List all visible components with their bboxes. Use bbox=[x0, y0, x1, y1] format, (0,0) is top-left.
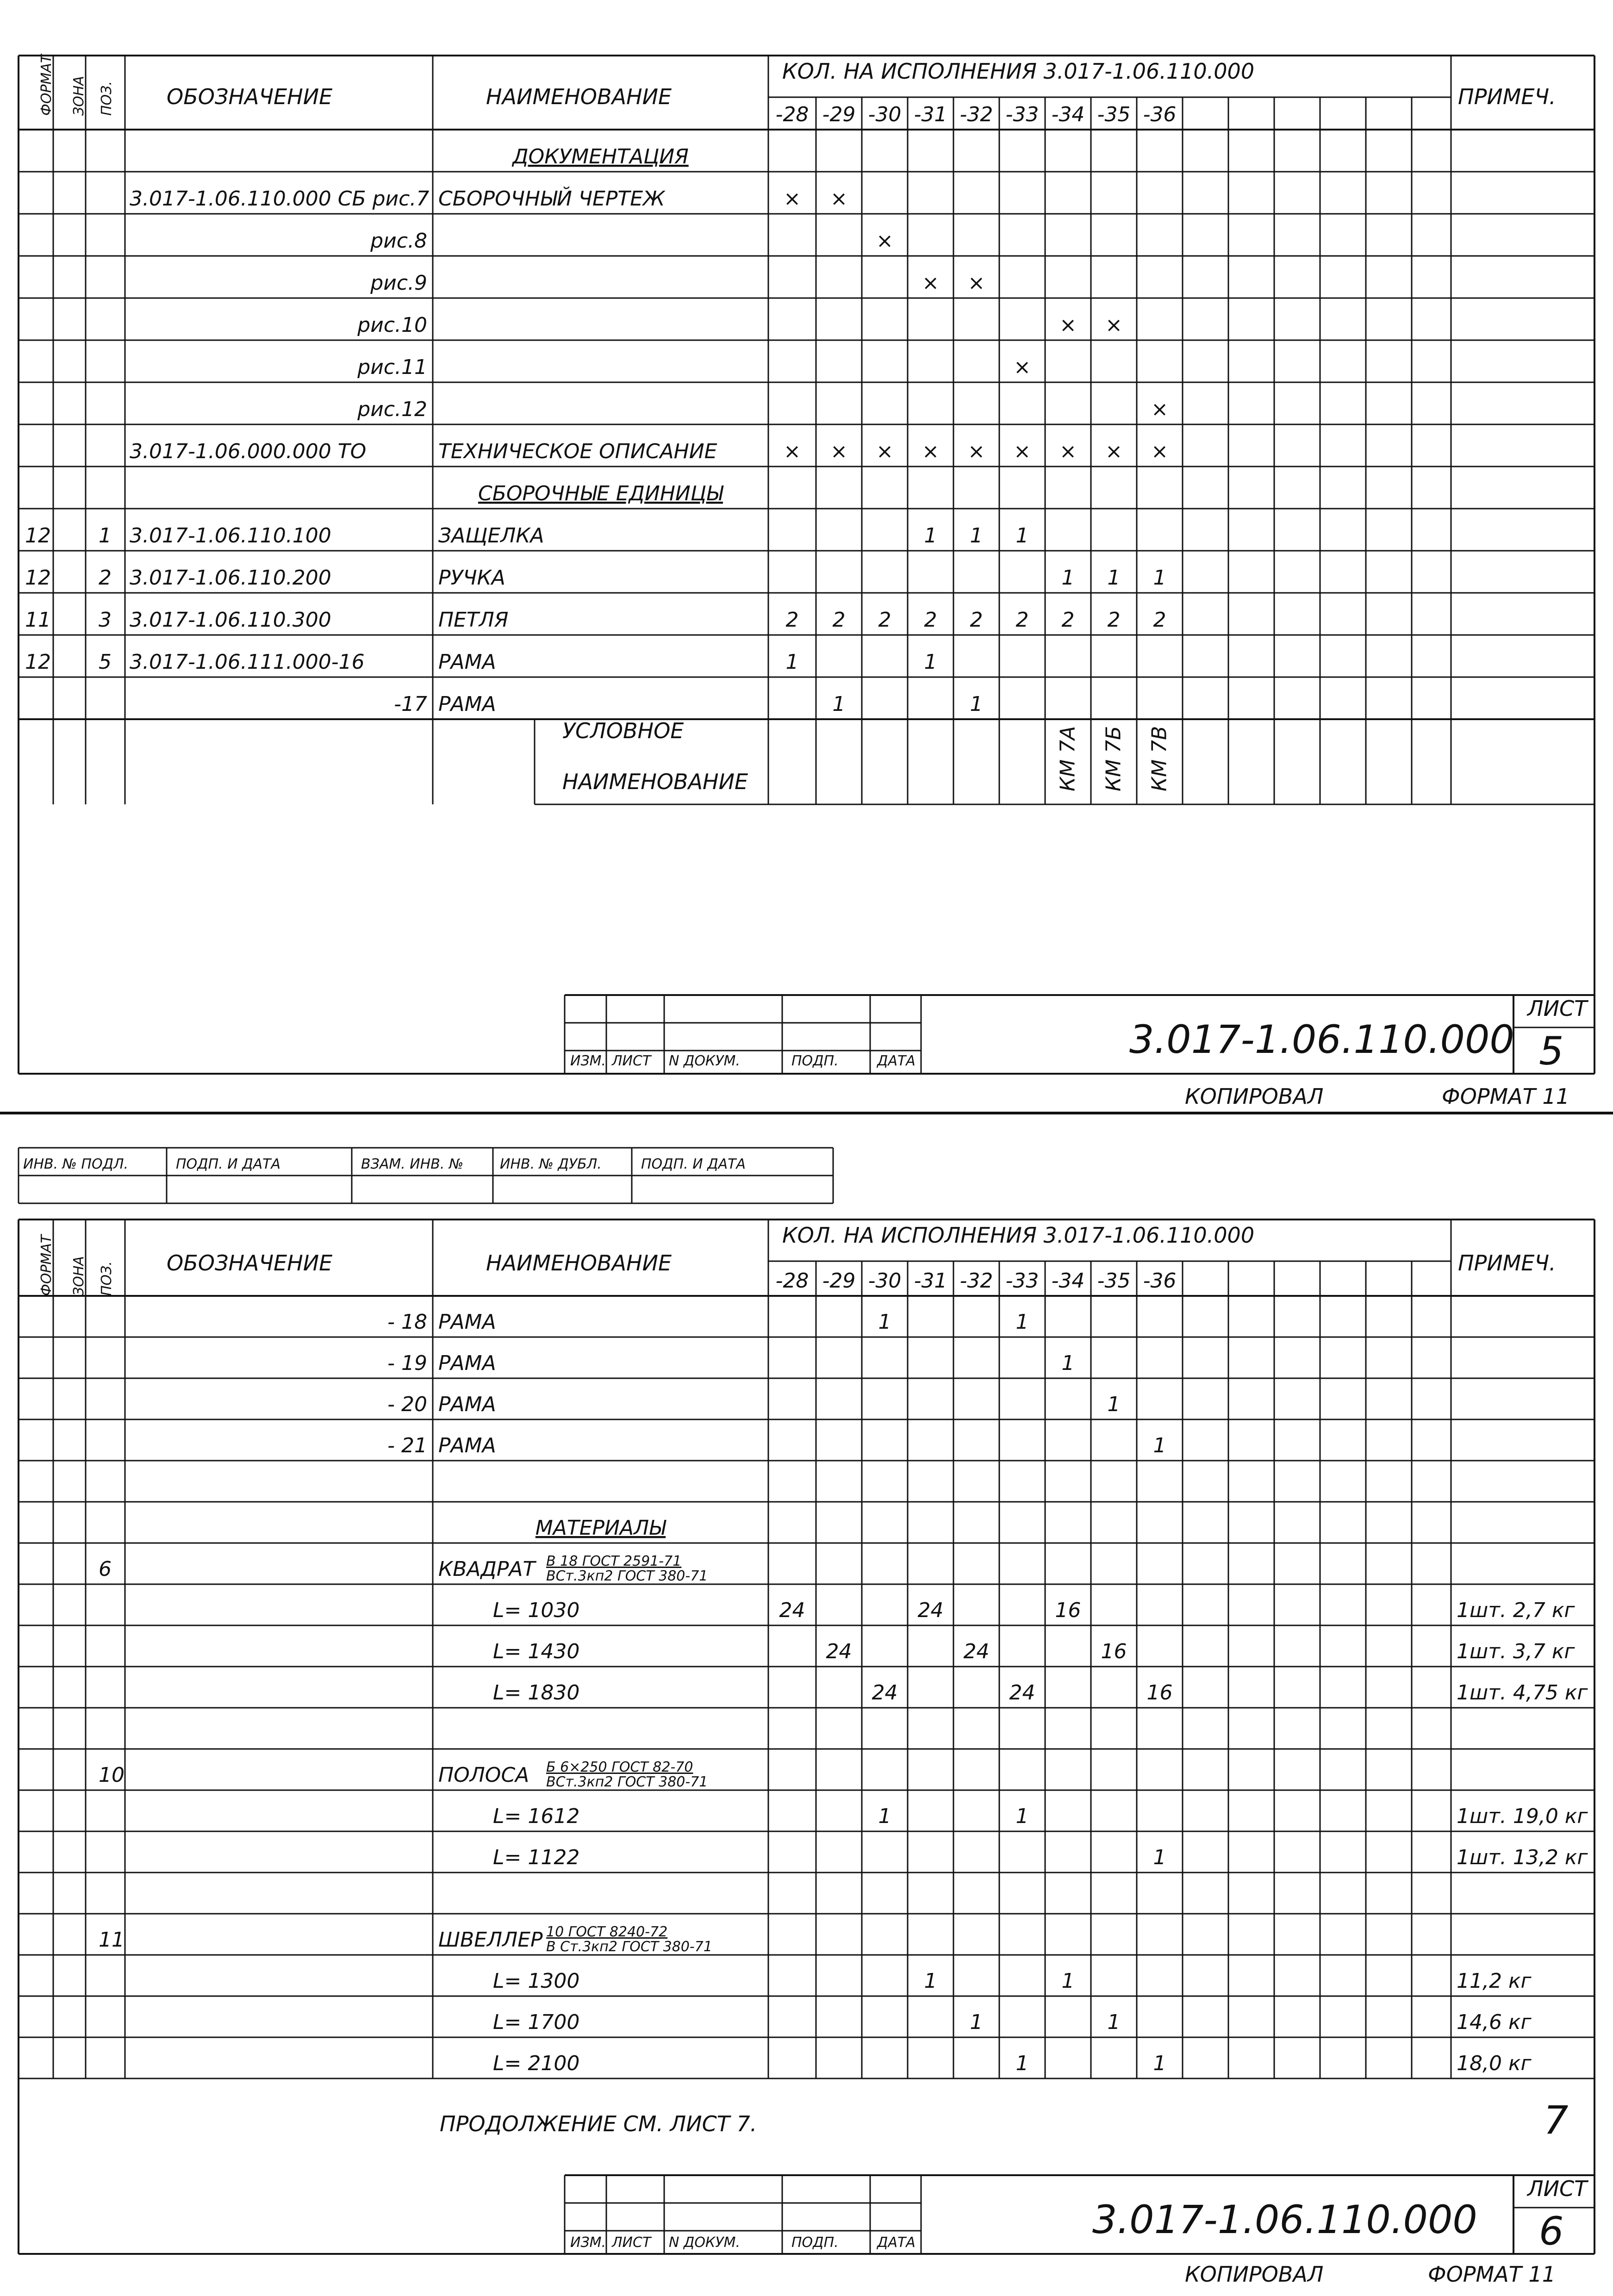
row-designation: рис.11 bbox=[357, 355, 427, 379]
row-designation: рис.10 bbox=[357, 313, 427, 337]
row-name: L= 1830 bbox=[493, 1681, 580, 1705]
row-name: РАМА bbox=[438, 1310, 496, 1334]
section-heading: ДОКУМЕНТАЦИЯ bbox=[512, 145, 689, 168]
material-spec-top: 10 ГОСТ 8240-72 bbox=[546, 1923, 668, 1940]
row-name: L= 1612 bbox=[493, 1804, 580, 1828]
material-spec-bottom: В Ст.3кп2 ГОСТ 380-71 bbox=[546, 1939, 712, 1955]
variant-label: -30 bbox=[868, 103, 902, 126]
qty-cell: 2 bbox=[1107, 608, 1121, 632]
copied-label-2: КОПИРОВАЛ bbox=[1185, 2262, 1324, 2287]
qty-cell: 1 bbox=[1107, 2010, 1121, 2034]
vzam-inv-label: ВЗАМ. ИНВ. № bbox=[361, 1156, 464, 1172]
qty-cell: × bbox=[830, 187, 847, 211]
row-name: РАМА bbox=[438, 650, 496, 674]
col-format-header-2: ФОРМАТ bbox=[38, 1234, 55, 1296]
qty-cell: × bbox=[784, 440, 801, 463]
row-designation: рис.9 bbox=[370, 271, 427, 295]
qty-cell: 16 bbox=[1055, 1599, 1081, 1622]
qty-cell: 2 bbox=[878, 608, 891, 632]
page-divider bbox=[0, 1112, 1613, 1114]
qty-cell: 1 bbox=[878, 1804, 891, 1828]
qty-cell: × bbox=[1014, 440, 1031, 463]
row-designation: 3.017-1.06.110.300 bbox=[130, 608, 331, 632]
stamp-podp: ПОДП. bbox=[791, 1053, 839, 1069]
sheet-number-2: 6 bbox=[1539, 2209, 1564, 2254]
qty-cell: 2 bbox=[924, 608, 937, 632]
variant-label: -34 bbox=[1051, 1269, 1085, 1293]
qty-cell: × bbox=[968, 271, 985, 295]
variant-label: -28 bbox=[775, 103, 809, 126]
row-designation: 3.017-1.06.110.000 СБ рис.7 bbox=[130, 187, 430, 211]
row-note: 1шт. 19,0 кг bbox=[1457, 1804, 1588, 1828]
col-pos-header: ПОЗ. bbox=[99, 81, 115, 116]
qty-cell: 2 bbox=[970, 608, 983, 632]
qty-cell: 1 bbox=[1061, 566, 1075, 590]
qty-cell: 1 bbox=[1153, 566, 1166, 590]
qty-cell: × bbox=[968, 440, 985, 463]
qty-cell: 1 bbox=[1015, 1310, 1029, 1334]
row-name: ПОЛОСА bbox=[438, 1763, 529, 1787]
qty-cell: × bbox=[922, 440, 939, 463]
row-name: L= 2100 bbox=[493, 2052, 580, 2075]
copied-label: КОПИРОВАЛ bbox=[1185, 1084, 1324, 1109]
qty-cell: 1 bbox=[1107, 566, 1121, 590]
row-designation: 3.017-1.06.000.000 ТО bbox=[130, 440, 367, 463]
qty-cell: 24 bbox=[826, 1640, 852, 1663]
qty-cell: 16 bbox=[1146, 1681, 1173, 1705]
sheet-number: 5 bbox=[1539, 1028, 1564, 1074]
qty-cell: × bbox=[1105, 440, 1122, 463]
row-designation: - 19 bbox=[387, 1351, 427, 1375]
row-name: ПЕТЛЯ bbox=[438, 608, 509, 632]
row-position: 11 bbox=[99, 1928, 125, 1952]
qty-cell: 1 bbox=[924, 524, 937, 548]
material-spec-top: Б 6×250 ГОСТ 82-70 bbox=[546, 1759, 693, 1775]
row-name: РУЧКА bbox=[438, 566, 505, 590]
row-name: L= 1300 bbox=[493, 1969, 580, 1993]
qty-cell: 1 bbox=[1153, 2052, 1166, 2075]
qty-cell: × bbox=[876, 440, 893, 463]
qty-cell: × bbox=[1151, 398, 1168, 421]
conditional-value: КМ 7А bbox=[1056, 726, 1080, 791]
row-name: РАМА bbox=[438, 692, 496, 716]
row-note: 1шт. 13,2 кг bbox=[1457, 1846, 1588, 1869]
spec-table-sheet-2 bbox=[0, 1139, 1613, 2293]
col-note-header: ПРИМЕЧ. bbox=[1458, 84, 1556, 109]
row-designation: 3.017-1.06.111.000-16 bbox=[130, 650, 365, 674]
row-name: РАМА bbox=[438, 1351, 496, 1375]
qty-cell: 1 bbox=[1061, 1351, 1075, 1375]
qty-cell: 1 bbox=[924, 1969, 937, 1993]
qty-header: КОЛ. НА ИСПОЛНЕНИЯ 3.017-1.06.110.000 bbox=[782, 59, 1255, 84]
variant-label: -36 bbox=[1143, 103, 1177, 126]
row-name: L= 1030 bbox=[493, 1599, 580, 1622]
col-pos-header-2: ПОЗ. bbox=[99, 1261, 115, 1296]
row-format: 12 bbox=[25, 524, 51, 548]
stamp-ndoc: N ДОКУМ. bbox=[669, 1053, 741, 1069]
corner-mark: 7 bbox=[1544, 2097, 1569, 2143]
row-position: 3 bbox=[99, 608, 112, 632]
variant-label: -28 bbox=[775, 1269, 809, 1293]
row-position: 2 bbox=[99, 566, 112, 590]
qty-cell: 24 bbox=[872, 1681, 898, 1705]
conditional-value: КМ 7Б bbox=[1102, 726, 1126, 791]
stamp-list-2: ЛИСТ bbox=[612, 2234, 651, 2251]
qty-cell: 16 bbox=[1101, 1640, 1127, 1663]
row-designation: рис.8 bbox=[370, 229, 427, 253]
qty-header-2: КОЛ. НА ИСПОЛНЕНИЯ 3.017-1.06.110.000 bbox=[782, 1223, 1255, 1248]
row-format: 11 bbox=[25, 608, 51, 632]
section-heading: МАТЕРИАЛЫ bbox=[535, 1516, 666, 1540]
variant-label: -35 bbox=[1097, 1269, 1131, 1293]
qty-cell: 2 bbox=[832, 608, 846, 632]
variant-label: -34 bbox=[1051, 103, 1085, 126]
row-designation: - 18 bbox=[387, 1310, 427, 1334]
row-designation: -17 bbox=[394, 692, 427, 716]
row-format: 12 bbox=[25, 566, 51, 590]
conditional-name-label-2: НАИМЕНОВАНИЕ bbox=[562, 769, 748, 794]
spec-table-sheet-1 bbox=[0, 0, 1613, 1120]
qty-cell: 1 bbox=[970, 524, 983, 548]
row-name: РАМА bbox=[438, 1393, 496, 1416]
qty-cell: 1 bbox=[1015, 1804, 1029, 1828]
qty-cell: × bbox=[1059, 440, 1077, 463]
row-position: 6 bbox=[99, 1557, 112, 1581]
material-spec-bottom: ВСт.3кп2 ГОСТ 380-71 bbox=[546, 1568, 708, 1584]
qty-cell: 2 bbox=[1153, 608, 1166, 632]
col-designation-header: ОБОЗНАЧЕНИЕ bbox=[167, 84, 333, 109]
qty-cell: 1 bbox=[970, 2010, 983, 2034]
stamp-izm: ИЗМ. bbox=[570, 1053, 606, 1069]
qty-cell: 2 bbox=[1061, 608, 1075, 632]
qty-cell: 24 bbox=[1009, 1681, 1035, 1705]
row-note: 1шт. 3,7 кг bbox=[1457, 1640, 1575, 1663]
qty-cell: 2 bbox=[785, 608, 799, 632]
row-designation: 3.017-1.06.110.100 bbox=[130, 524, 331, 548]
row-name: СБОРОЧНЫЙ ЧЕРТЕЖ bbox=[438, 187, 665, 211]
qty-cell: × bbox=[1059, 313, 1077, 337]
qty-cell: 1 bbox=[1107, 1393, 1121, 1416]
stamp-data: ДАТА bbox=[877, 1053, 915, 1069]
row-position: 10 bbox=[99, 1763, 125, 1787]
row-name: ТЕХНИЧЕСКОЕ ОПИСАНИЕ bbox=[438, 440, 717, 463]
qty-cell: 1 bbox=[785, 650, 799, 674]
col-name-header: НАИМЕНОВАНИЕ bbox=[486, 84, 672, 109]
row-name: L= 1700 bbox=[493, 2010, 580, 2034]
podp-data-label-1: ПОДП. И ДАТА bbox=[176, 1156, 281, 1172]
stamp-data-2: ДАТА bbox=[877, 2234, 915, 2251]
conditional-name-label-1: УСЛОВНОЕ bbox=[562, 718, 684, 743]
podp-data-label-2: ПОДП. И ДАТА bbox=[641, 1156, 746, 1172]
row-position: 5 bbox=[99, 650, 112, 674]
row-note: 14,6 кг bbox=[1457, 2010, 1532, 2034]
stamp-ndoc-2: N ДОКУМ. bbox=[669, 2234, 741, 2251]
qty-cell: 1 bbox=[1015, 524, 1029, 548]
row-designation: 3.017-1.06.110.200 bbox=[130, 566, 331, 590]
format-label: ФОРМАТ 11 bbox=[1442, 1084, 1569, 1109]
qty-cell: 24 bbox=[963, 1640, 990, 1663]
qty-cell: 1 bbox=[1061, 1969, 1075, 1993]
qty-cell: 1 bbox=[1153, 1434, 1166, 1457]
variant-label: -29 bbox=[822, 1269, 856, 1293]
col-note-header-2: ПРИМЕЧ. bbox=[1458, 1251, 1556, 1276]
qty-cell: × bbox=[784, 187, 801, 211]
col-name-header-2: НАИМЕНОВАНИЕ bbox=[486, 1251, 672, 1276]
variant-label: -36 bbox=[1143, 1269, 1177, 1293]
sheet-label: ЛИСТ bbox=[1527, 996, 1588, 1021]
variant-label: -32 bbox=[959, 103, 993, 126]
qty-cell: × bbox=[922, 271, 939, 295]
qty-cell: 2 bbox=[1015, 608, 1029, 632]
row-note: 11,2 кг bbox=[1457, 1969, 1532, 1993]
title-block-1 bbox=[570, 996, 1589, 1109]
conditional-value: КМ 7В bbox=[1147, 726, 1171, 791]
row-name: ЗАЩЕЛКА bbox=[438, 524, 544, 548]
row-format: 12 bbox=[25, 650, 51, 674]
qty-cell: 1 bbox=[970, 692, 983, 716]
row-name: L= 1430 bbox=[493, 1640, 580, 1663]
row-note: 1шт. 2,7 кг bbox=[1457, 1599, 1575, 1622]
qty-cell: × bbox=[1014, 355, 1031, 379]
variant-label: -35 bbox=[1097, 103, 1131, 126]
stamp-list: ЛИСТ bbox=[612, 1053, 651, 1069]
variant-label: -33 bbox=[1005, 1269, 1039, 1293]
qty-cell: × bbox=[1151, 440, 1168, 463]
row-name: КВАДРАТ bbox=[438, 1557, 536, 1581]
qty-cell: 24 bbox=[917, 1599, 944, 1622]
qty-cell: 1 bbox=[1015, 2052, 1029, 2075]
material-spec-bottom: ВСт.3кп2 ГОСТ 380-71 bbox=[546, 1774, 708, 1790]
col-zone-header-2: ЗОНА bbox=[71, 1256, 87, 1296]
sheet-1 bbox=[0, 0, 1613, 1120]
row-name: L= 1122 bbox=[493, 1846, 580, 1869]
row-name: ШВЕЛЛЕР bbox=[438, 1928, 543, 1952]
variant-label: -31 bbox=[914, 103, 947, 126]
row-designation: - 21 bbox=[387, 1434, 427, 1457]
continuation-note: ПРОДОЛЖЕНИЕ СМ. ЛИСТ 7. bbox=[440, 2111, 757, 2136]
doc-number-2: 3.017-1.06.110.000 bbox=[1092, 2197, 1477, 2242]
qty-cell: 1 bbox=[1153, 1846, 1166, 1869]
qty-cell: × bbox=[1105, 313, 1122, 337]
stamp-podp-2: ПОДП. bbox=[791, 2234, 839, 2251]
row-designation: рис.12 bbox=[357, 398, 427, 421]
row-position: 1 bbox=[99, 524, 112, 548]
qty-cell: 1 bbox=[832, 692, 846, 716]
section-heading: СБОРОЧНЫЕ ЕДИНИЦЫ bbox=[478, 482, 723, 505]
variant-label: -32 bbox=[959, 1269, 993, 1293]
row-note: 1шт. 4,75 кг bbox=[1457, 1681, 1588, 1705]
format-label-2: ФОРМАТ 11 bbox=[1428, 2262, 1556, 2287]
row-note: 18,0 кг bbox=[1457, 2052, 1532, 2075]
sheet-2 bbox=[0, 1139, 1613, 2293]
inv-podl-label: ИНВ. № ПОДЛ. bbox=[23, 1156, 129, 1172]
qty-cell: 24 bbox=[779, 1599, 805, 1622]
col-format-header: ФОРМАТ bbox=[38, 54, 55, 116]
qty-cell: 1 bbox=[878, 1310, 891, 1334]
doc-number: 3.017-1.06.110.000 bbox=[1129, 1017, 1514, 1062]
row-name: РАМА bbox=[438, 1434, 496, 1457]
qty-cell: × bbox=[830, 440, 847, 463]
inv-dubl-label: ИНВ. № ДУБЛ. bbox=[500, 1156, 602, 1172]
col-designation-header-2: ОБОЗНАЧЕНИЕ bbox=[167, 1251, 333, 1276]
qty-cell: 1 bbox=[924, 650, 937, 674]
sheet-label-2: ЛИСТ bbox=[1527, 2176, 1588, 2201]
variant-label: -31 bbox=[914, 1269, 947, 1293]
qty-cell: × bbox=[876, 229, 893, 253]
col-zone-header: ЗОНА bbox=[71, 76, 87, 116]
variant-label: -33 bbox=[1005, 103, 1039, 126]
variant-label: -29 bbox=[822, 103, 856, 126]
row-designation: - 20 bbox=[387, 1393, 427, 1416]
material-spec-top: В 18 ГОСТ 2591-71 bbox=[546, 1553, 682, 1569]
variant-label: -30 bbox=[868, 1269, 902, 1293]
stamp-izm-2: ИЗМ. bbox=[570, 2234, 606, 2251]
